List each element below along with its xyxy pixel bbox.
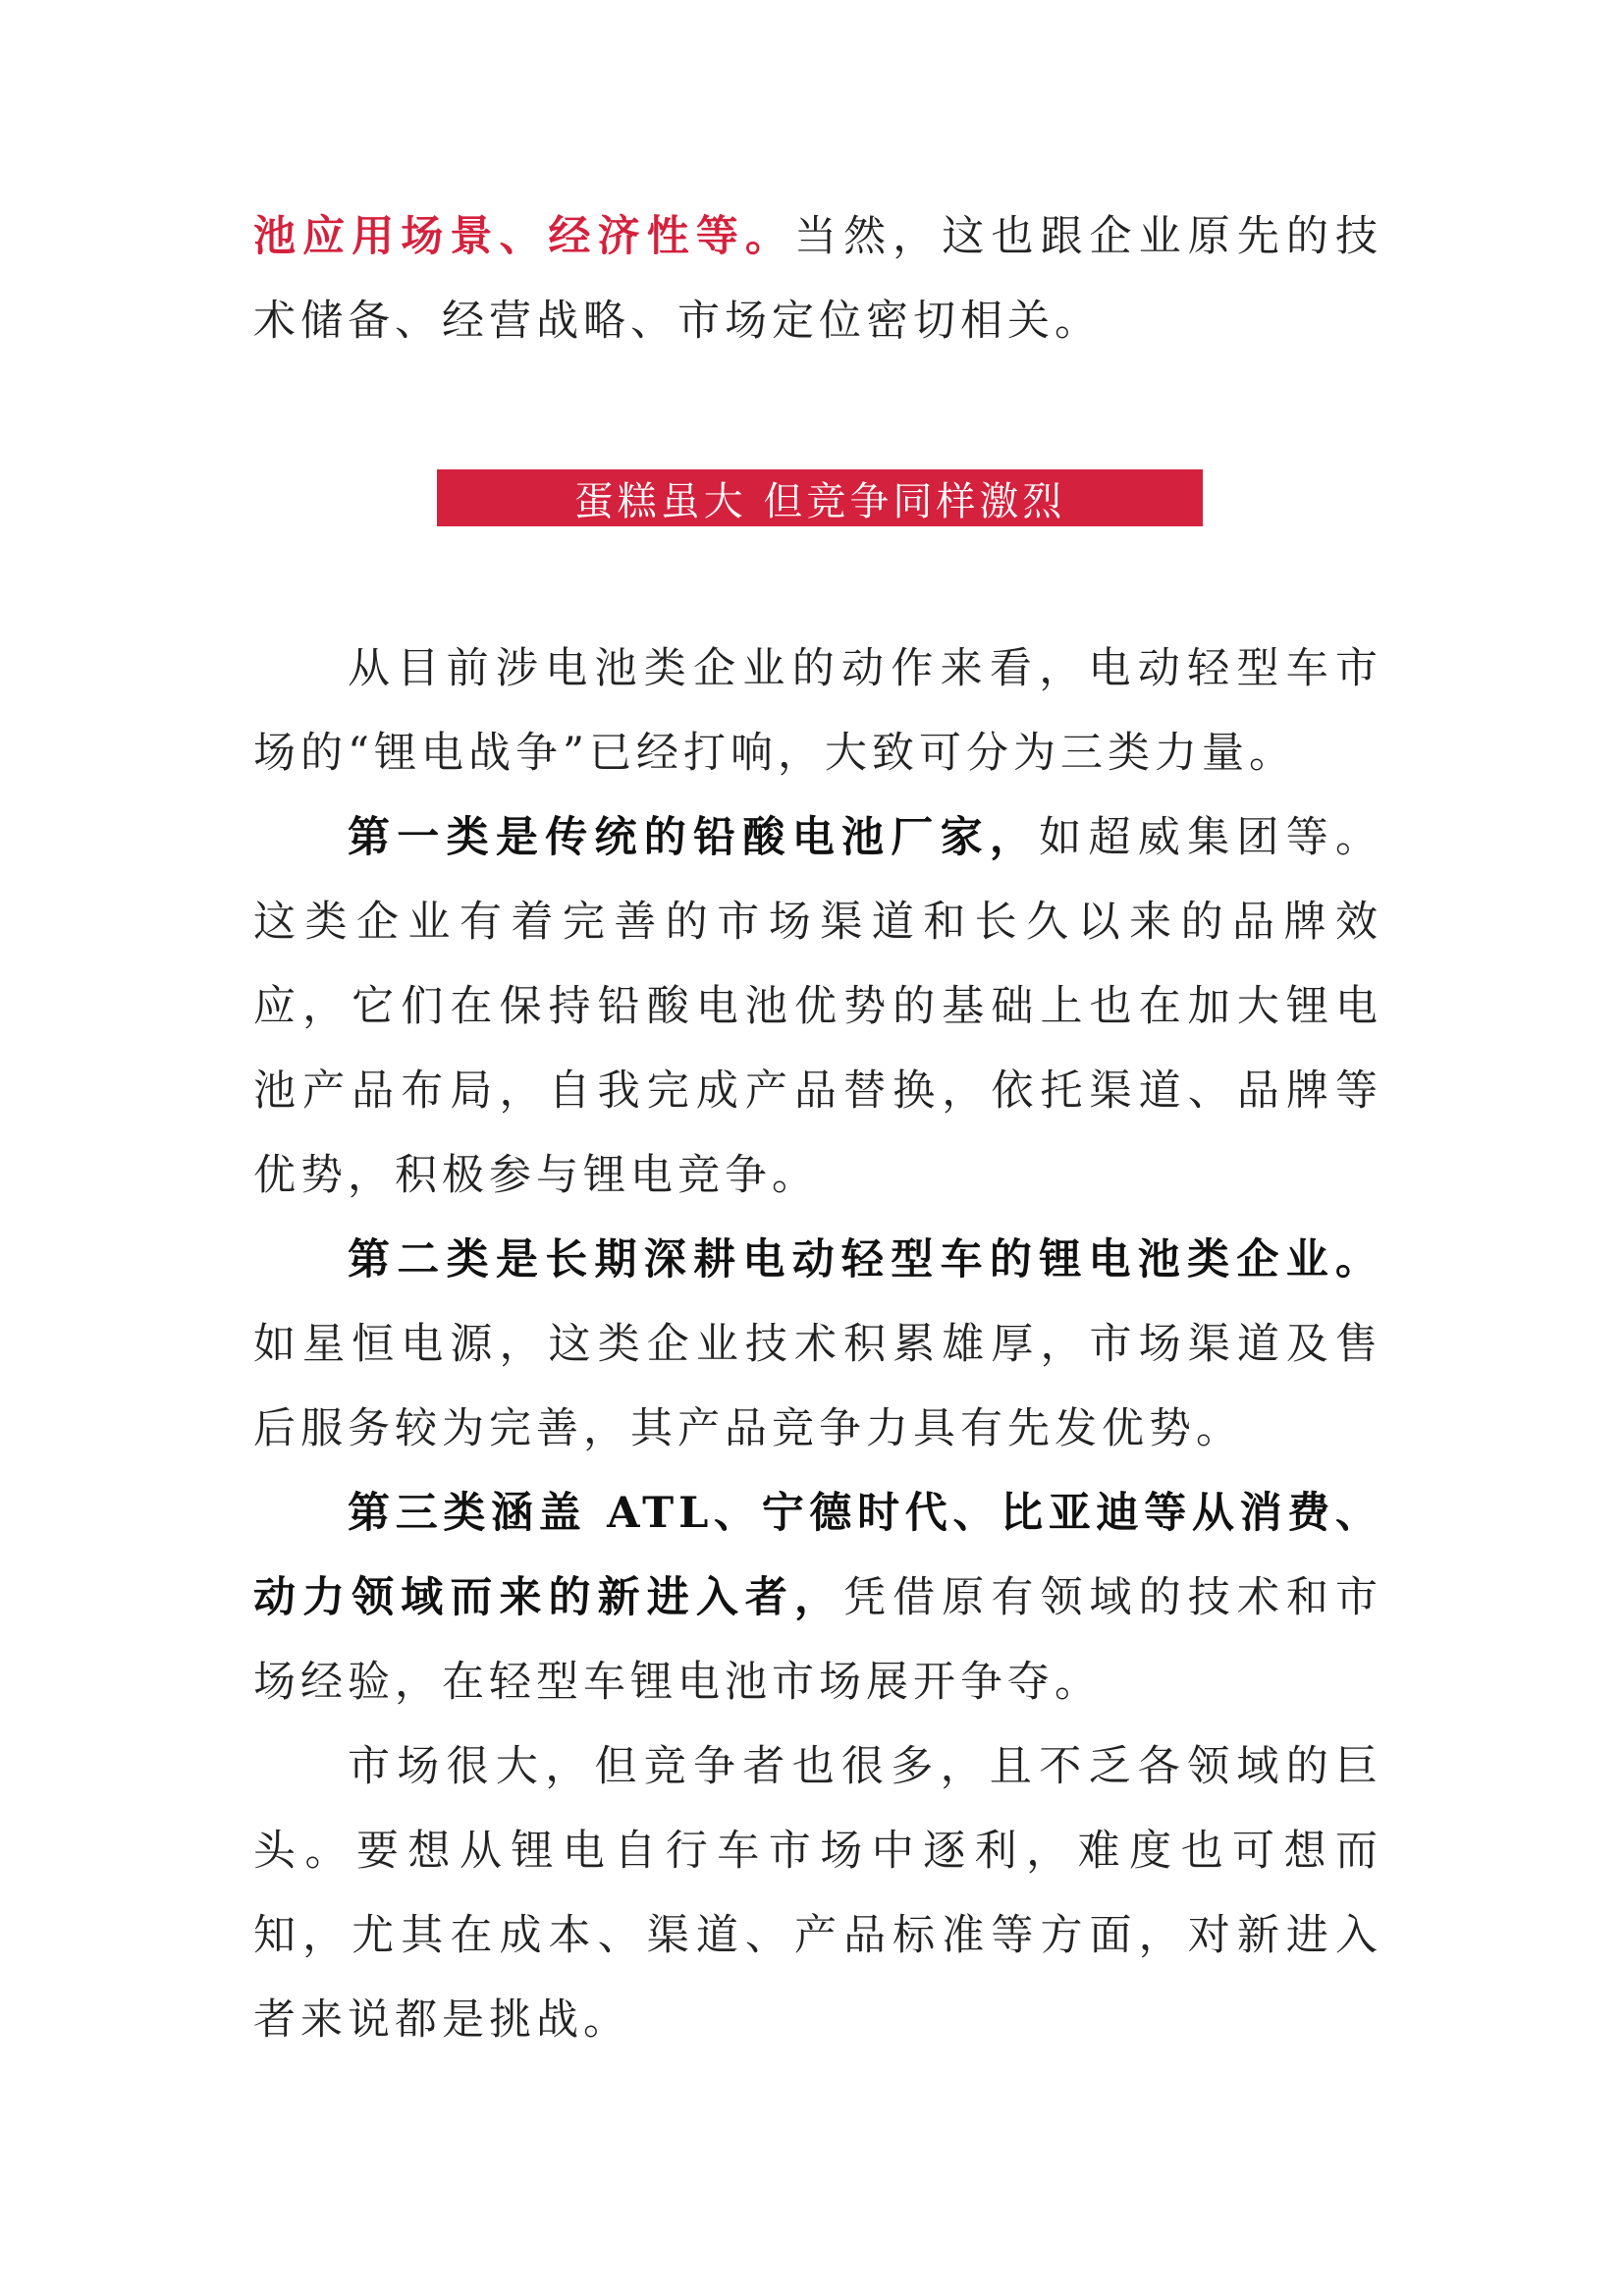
paragraph-2	[253, 795, 1382, 1218]
intro-highlight: 池应用场景、经济性等。	[253, 212, 794, 261]
paragraph-2-text: 如超威集团等。这类企业有着完善的市场渠道和长久以来的品牌效应，它们在保持铅酸电池优势的基础上也在加大锂电池产品布局，自我完成产品替换，依托渠道、品牌等优势，积极参与锂电竞争。	[253, 813, 1383, 1200]
intro-paragraph	[253, 194, 1382, 363]
paragraph-3-text: 如星恒电源，这类企业技术积累雄厚，市场渠道及售后服务较为完善，其产品竞争力具有先发优势。	[253, 1320, 1382, 1453]
paragraph-4-lead: 第三类涵盖 ATL、宁德时代、比亚迪等从消费、动力领域而来的新进入者，	[253, 1489, 1382, 1622]
paragraph-3	[253, 1218, 1382, 1471]
intro-text: 当然，这也跟企业原先的技术储备、经营战略、市场定位密切相关。	[253, 212, 1382, 346]
section-heading: 蛋糕虽大 但竞争同样激烈	[437, 469, 1203, 526]
paragraph-2-lead: 第一类是传统的铅酸电池厂家，	[348, 813, 1040, 862]
paragraph-4-text: 凭借原有领域的技术和市场经验，在轻型车锂电池市场展开争夺。	[253, 1573, 1383, 1707]
paragraph-5: 市场很大，但竞争者也很多，且不乏各领域的巨头。要想从锂电自行车市场中逐利，难度也可想而知，尤其在成本、渠道、产品标准等方面，对新进入者来说都是挑战。	[253, 1742, 1382, 2045]
paragraph-3-lead: 第二类是长期深耕电动轻型车的锂电池类企业。	[348, 1235, 1382, 1285]
paragraph-4	[253, 1471, 1382, 1724]
body-text	[253, 627, 1382, 2062]
paragraph-1: 从目前涉电池类企业的动作来看，电动轻型车市场的“锂电战争”已经打响，大致可分为三类力量。	[253, 644, 1382, 778]
